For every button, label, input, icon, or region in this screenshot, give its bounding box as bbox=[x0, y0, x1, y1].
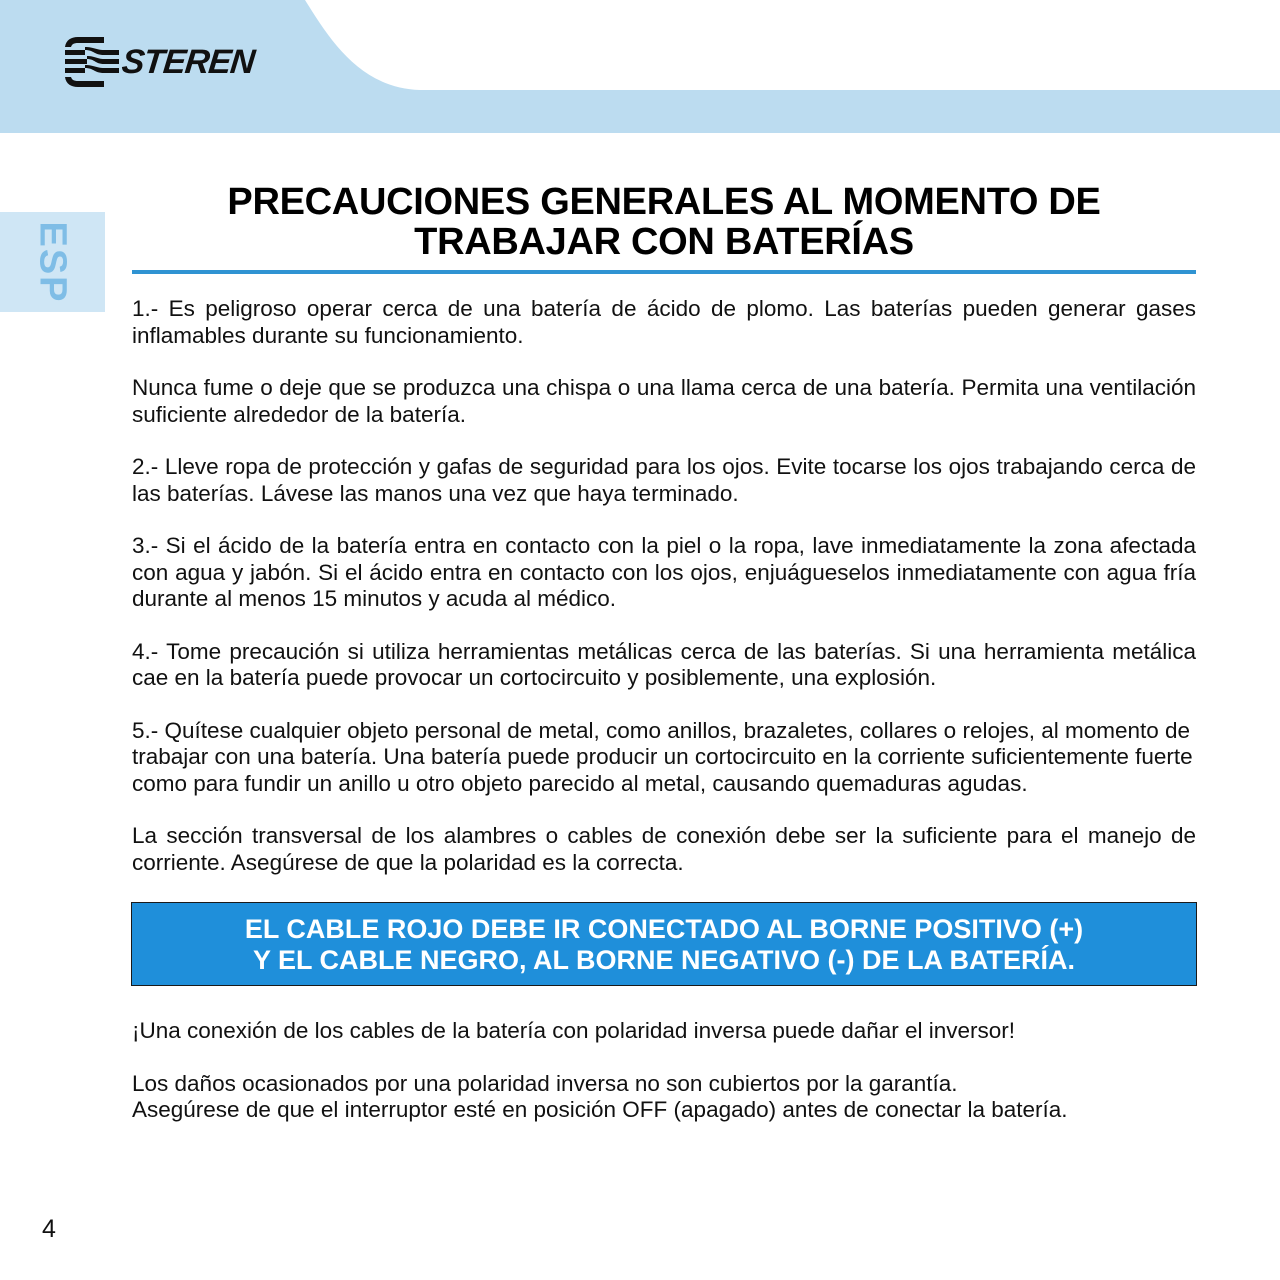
reverse-polarity-warning: ¡Una conexión de los cables de la batería con polaridad inversa puede dañar el inversor! bbox=[132, 1018, 1016, 1043]
paragraph-1: 1.- Es peligroso operar cerca de una batería de ácido de plomo. Las baterías pueden generar gases inflamables durante su funcionamiento. bbox=[132, 296, 1196, 348]
language-label: ESP bbox=[31, 220, 74, 304]
steren-logo bbox=[64, 34, 274, 90]
warranty-note: Los daños ocasionados por una polaridad inversa no son cubiertos por la garantía. bbox=[132, 1070, 958, 1096]
paragraph-5: 5.- Quítese cualquier objeto personal de metal, como anillos, brazaletes, collares o relojes, al momento de trabajar con una batería. Una batería puede producir un cortocircuito en la corriente suficientemente fuerte como para fundir un anillo u otro objeto parecido al metal, causando quemaduras agudas. bbox=[132, 717, 1193, 796]
paragraph-cable-section: La sección transversal de los alambres o cables de conexión debe ser la suficiente para el manejo de corriente. Asegúrese de que la polaridad es la correcta. bbox=[132, 823, 1196, 875]
switch-off-note: Asegúrese de que el interruptor esté en posición OFF (apagado) antes de conectar la batería. bbox=[132, 1097, 1068, 1122]
notice-line-1: EL CABLE ROJO DEBE IR CONECTADO AL BORNE POSITIVO (+) bbox=[244, 914, 1084, 944]
title-line-2: TRABAJAR CON BATERÍAS bbox=[414, 221, 914, 263]
language-tab bbox=[0, 212, 105, 312]
polarity-notice-box bbox=[131, 902, 1197, 986]
paragraph-2: 2.- Lleve ropa de protección y gafas de seguridad para los ojos. Evite tocarse los ojos trabajando cerca de las baterías. Lávese las manos una vez que haya terminado. bbox=[132, 454, 1196, 506]
steren-logo-mark-icon bbox=[64, 35, 120, 89]
paragraph-4: 4.- Tome precaución si utiliza herramientas metálicas cerca de las baterías. Si una herramienta metálica cae en la batería puede provocar un cortocircuito y posiblemente, una explosión. bbox=[132, 638, 1196, 690]
document-body bbox=[132, 182, 1196, 1150]
page-title bbox=[132, 182, 1196, 270]
title-divider bbox=[132, 270, 1196, 274]
paragraph-3: 3.- Si el ácido de la batería entra en contacto con la piel o la ropa, lave inmediatamente la zona afectada con agua y jabón. Si el ácido entra en contacto con los ojos, enjuágueselos inmediatamente con agua fría durante al menos 15 minutos y acuda al médico. bbox=[132, 533, 1196, 611]
brand-name: STEREN bbox=[120, 43, 256, 81]
paragraph-smoking: Nunca fume o deje que se produzca una chispa o una llama cerca de una batería. Permita una ventilación suficiente alrededor de la batería. bbox=[132, 375, 1196, 427]
notice-line-2: Y EL CABLE NEGRO, AL BORNE NEGATIVO (-) DE LA BATERÍA. bbox=[252, 945, 1076, 975]
page-number: 4 bbox=[42, 1215, 56, 1243]
title-line-1: PRECAUCIONES GENERALES AL MOMENTO DE bbox=[227, 181, 1101, 223]
